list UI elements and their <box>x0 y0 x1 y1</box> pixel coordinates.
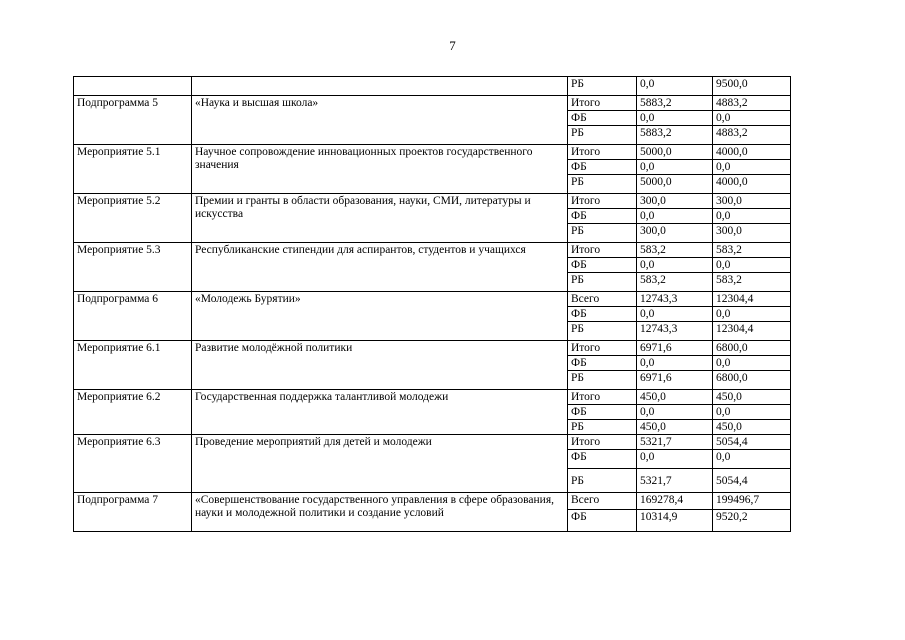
source-cell: РБ <box>568 126 637 145</box>
value-cell-1: 5000,0 <box>637 175 713 194</box>
value-cell-2: 583,2 <box>713 243 791 258</box>
value-cell-2: 4000,0 <box>713 145 791 160</box>
name-cell: Научное сопровождение инновационных проектов государственного значения <box>192 145 568 194</box>
source-cell: РБ <box>568 224 637 243</box>
value-cell-2: 4883,2 <box>713 96 791 111</box>
table-row <box>74 243 791 258</box>
value-cell-1: 0,0 <box>637 405 713 420</box>
program-cell: Мероприятие 6.2 <box>74 390 192 435</box>
value-cell-2: 0,0 <box>713 111 791 126</box>
source-cell: РБ <box>568 273 637 292</box>
value-cell-2: 12304,4 <box>713 322 791 341</box>
value-cell-2: 583,2 <box>713 273 791 292</box>
source-cell: Итого <box>568 96 637 111</box>
value-cell-2: 300,0 <box>713 224 791 243</box>
table-row <box>74 390 791 405</box>
value-cell-1: 5000,0 <box>637 145 713 160</box>
value-cell-1: 0,0 <box>637 209 713 224</box>
value-cell-1: 12743,3 <box>637 322 713 341</box>
value-cell-1: 10314,9 <box>637 510 713 532</box>
source-cell: Итого <box>568 390 637 405</box>
program-cell: Мероприятие 6.1 <box>74 341 192 390</box>
value-cell-1: 0,0 <box>637 111 713 126</box>
value-cell-1: 5883,2 <box>637 126 713 145</box>
value-cell-1: 5883,2 <box>637 96 713 111</box>
source-cell: ФБ <box>568 209 637 224</box>
table-row <box>74 435 791 450</box>
source-cell: Всего <box>568 292 637 307</box>
source-cell: РБ <box>568 77 637 96</box>
program-cell <box>74 77 192 96</box>
program-cell: Мероприятие 5.3 <box>74 243 192 292</box>
value-cell-2: 0,0 <box>713 450 791 469</box>
name-cell: Государственная поддержка талантливой молодежи <box>192 390 568 435</box>
value-cell-1: 583,2 <box>637 273 713 292</box>
name-cell: Развитие молодёжной политики <box>192 341 568 390</box>
value-cell-2: 0,0 <box>713 160 791 175</box>
value-cell-2: 12304,4 <box>713 292 791 307</box>
value-cell-1: 6971,6 <box>637 341 713 356</box>
value-cell-2: 199496,7 <box>713 493 791 510</box>
value-cell-1: 300,0 <box>637 194 713 209</box>
value-cell-2: 4883,2 <box>713 126 791 145</box>
source-cell: РБ <box>568 469 637 493</box>
value-cell-2: 5054,4 <box>713 469 791 493</box>
value-cell-2: 4000,0 <box>713 175 791 194</box>
value-cell-2: 450,0 <box>713 420 791 435</box>
source-cell: Итого <box>568 145 637 160</box>
value-cell-1: 5321,7 <box>637 469 713 493</box>
table-row <box>74 96 791 111</box>
value-cell-1: 0,0 <box>637 356 713 371</box>
value-cell-1: 0,0 <box>637 160 713 175</box>
source-cell: РБ <box>568 322 637 341</box>
value-cell-2: 9520,2 <box>713 510 791 532</box>
value-cell-1: 450,0 <box>637 420 713 435</box>
value-cell-2: 0,0 <box>713 307 791 322</box>
program-cell: Мероприятие 5.2 <box>74 194 192 243</box>
budget-table-body <box>74 77 791 532</box>
name-cell: Республиканские стипендии для аспирантов, студентов и учащихся <box>192 243 568 292</box>
program-cell: Подпрограмма 5 <box>74 96 192 145</box>
value-cell-1: 583,2 <box>637 243 713 258</box>
table-row <box>74 77 791 96</box>
source-cell: ФБ <box>568 160 637 175</box>
value-cell-1: 0,0 <box>637 77 713 96</box>
program-cell: Подпрограмма 7 <box>74 493 192 532</box>
value-cell-2: 0,0 <box>713 356 791 371</box>
source-cell: ФБ <box>568 258 637 273</box>
table-row <box>74 145 791 160</box>
value-cell-2: 0,0 <box>713 405 791 420</box>
program-cell: Мероприятие 6.3 <box>74 435 192 493</box>
source-cell: Всего <box>568 493 637 510</box>
value-cell-2: 6800,0 <box>713 371 791 390</box>
value-cell-1: 0,0 <box>637 307 713 322</box>
source-cell: Итого <box>568 194 637 209</box>
table-row <box>74 493 791 510</box>
name-cell: Проведение мероприятий для детей и молодежи <box>192 435 568 493</box>
name-cell: Премии и гранты в области образования, науки, СМИ, литературы и искусства <box>192 194 568 243</box>
value-cell-1: 450,0 <box>637 390 713 405</box>
table-row <box>74 194 791 209</box>
source-cell: Итого <box>568 341 637 356</box>
source-cell: РБ <box>568 371 637 390</box>
source-cell: ФБ <box>568 307 637 322</box>
source-cell: Итого <box>568 435 637 450</box>
value-cell-2: 5054,4 <box>713 435 791 450</box>
value-cell-2: 300,0 <box>713 194 791 209</box>
name-cell <box>192 77 568 96</box>
source-cell: ФБ <box>568 356 637 371</box>
value-cell-1: 0,0 <box>637 258 713 273</box>
value-cell-1: 0,0 <box>637 450 713 469</box>
value-cell-1: 300,0 <box>637 224 713 243</box>
value-cell-2: 9500,0 <box>713 77 791 96</box>
name-cell: «Молодежь Бурятии» <box>192 292 568 341</box>
source-cell: РБ <box>568 175 637 194</box>
budget-table <box>73 76 791 532</box>
value-cell-1: 6971,6 <box>637 371 713 390</box>
table-row <box>74 341 791 356</box>
source-cell: ФБ <box>568 405 637 420</box>
value-cell-1: 12743,3 <box>637 292 713 307</box>
name-cell: «Наука и высшая школа» <box>192 96 568 145</box>
value-cell-2: 450,0 <box>713 390 791 405</box>
source-cell: РБ <box>568 420 637 435</box>
source-cell: ФБ <box>568 111 637 126</box>
source-cell: Итого <box>568 243 637 258</box>
value-cell-2: 0,0 <box>713 258 791 273</box>
page-number: 7 <box>449 38 456 53</box>
source-cell: ФБ <box>568 510 637 532</box>
name-cell: «Совершенствование государственного управления в сфере образования, науки и молодежной политики и создание условий <box>192 493 568 532</box>
source-cell: ФБ <box>568 450 637 469</box>
program-cell: Подпрограмма 6 <box>74 292 192 341</box>
table-row <box>74 292 791 307</box>
program-cell: Мероприятие 5.1 <box>74 145 192 194</box>
value-cell-2: 6800,0 <box>713 341 791 356</box>
value-cell-1: 5321,7 <box>637 435 713 450</box>
value-cell-2: 0,0 <box>713 209 791 224</box>
value-cell-1: 169278,4 <box>637 493 713 510</box>
